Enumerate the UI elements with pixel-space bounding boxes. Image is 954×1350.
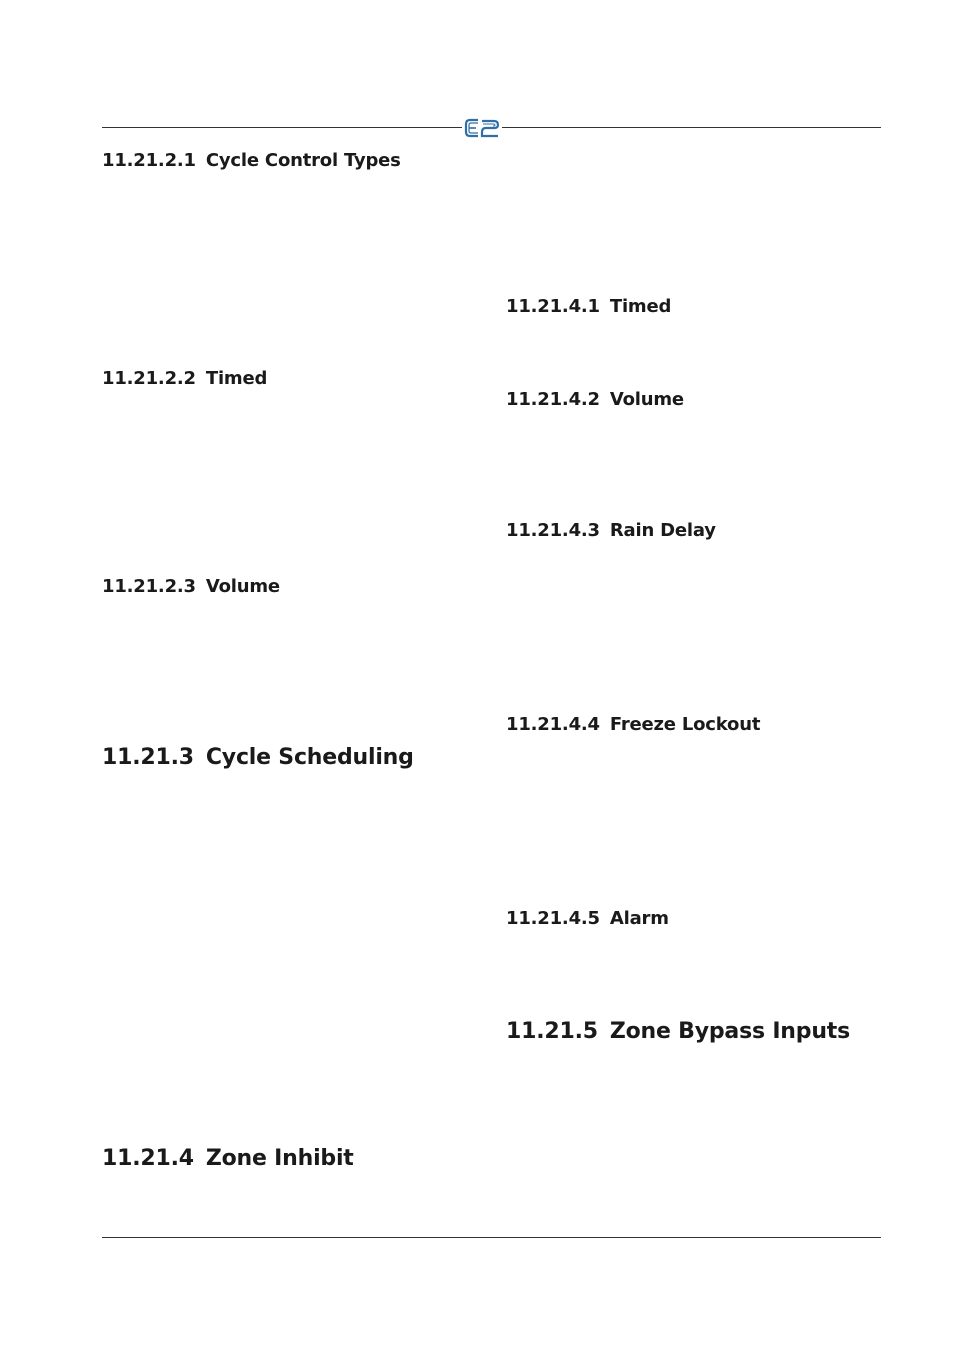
heading-number: 11.21.5 <box>506 1019 598 1044</box>
heading-number: 11.21.4.3 <box>506 520 600 541</box>
heading-title: Timed <box>609 296 672 317</box>
heading-title: Volume <box>609 389 684 410</box>
heading-number: 11.21.4.5 <box>506 908 600 929</box>
heading-title: Rain Delay <box>609 520 716 541</box>
heading-number: 11.21.4 <box>102 1146 194 1171</box>
e2-logo <box>462 114 502 142</box>
heading-number: 11.21.4.1 <box>506 296 600 317</box>
heading-number: 11.21.2.1 <box>102 150 196 171</box>
heading-number: 11.21.3 <box>102 745 194 770</box>
heading-title: Zone Bypass Inputs <box>609 1019 850 1044</box>
heading-title: Alarm <box>609 908 669 929</box>
heading-number: 11.21.2.2 <box>102 368 196 389</box>
heading-freeze-lockout <box>506 714 760 735</box>
heading-rain-delay <box>506 520 716 541</box>
heading-zone-inhibit <box>102 1146 354 1171</box>
heading-title: Zone Inhibit <box>205 1146 354 1171</box>
heading-alarm <box>506 908 669 929</box>
heading-cycle-control-types <box>102 150 401 171</box>
heading-timed <box>102 368 267 389</box>
heading-number: 11.21.4.2 <box>506 389 600 410</box>
heading-number: 11.21.4.4 <box>506 714 600 735</box>
heading-title: Timed <box>205 368 268 389</box>
heading-title: Volume <box>205 576 280 597</box>
heading-title: Freeze Lockout <box>609 714 761 735</box>
heading-cycle-scheduling <box>102 745 414 770</box>
heading-inhibit-volume <box>506 389 684 410</box>
heading-zone-bypass-inputs <box>506 1019 850 1044</box>
heading-title: Cycle Scheduling <box>205 745 414 770</box>
heading-inhibit-timed <box>506 296 671 317</box>
footer-rule <box>102 1237 881 1238</box>
heading-number: 11.21.2.3 <box>102 576 196 597</box>
heading-title: Cycle Control Types <box>205 150 401 171</box>
heading-volume <box>102 576 280 597</box>
e2-logo-icon <box>464 117 500 139</box>
